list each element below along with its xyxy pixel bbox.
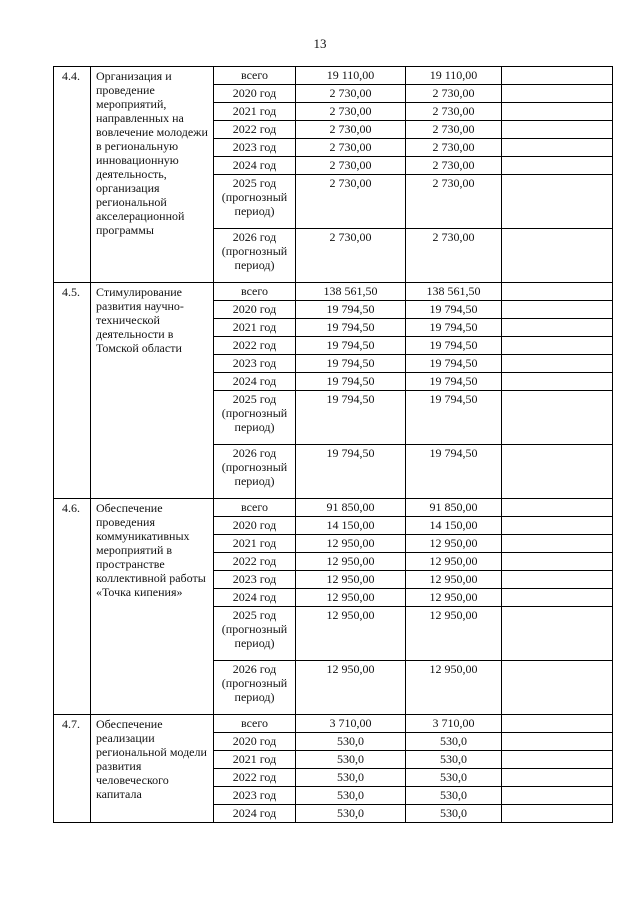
value-cell: 2 730,00 (406, 175, 502, 229)
empty-cell (502, 373, 613, 391)
empty-cell (502, 103, 613, 121)
empty-cell (502, 391, 613, 445)
year-cell: 2020 год (214, 301, 296, 319)
empty-cell (502, 571, 613, 589)
year-cell: 2021 год (214, 103, 296, 121)
empty-cell (502, 319, 613, 337)
value-cell: 530,0 (296, 733, 406, 751)
year-cell: 2022 год (214, 553, 296, 571)
table-row (54, 283, 613, 301)
value-cell: 19 794,50 (406, 337, 502, 355)
year-cell: 2026 год (прогнозный период) (214, 661, 296, 715)
value-cell: 138 561,50 (406, 283, 502, 301)
value-cell: 12 950,00 (296, 607, 406, 661)
value-cell: 530,0 (406, 769, 502, 787)
value-cell: 12 950,00 (406, 553, 502, 571)
empty-cell (502, 283, 613, 301)
year-cell: 2025 год (прогнозный период) (214, 607, 296, 661)
value-cell: 530,0 (296, 769, 406, 787)
value-cell: 12 950,00 (406, 661, 502, 715)
year-cell: 2022 год (214, 769, 296, 787)
value-cell: 19 794,50 (296, 301, 406, 319)
item-number: 4.5. (54, 283, 91, 499)
empty-cell (502, 805, 613, 823)
budget-table (53, 66, 613, 823)
empty-cell (502, 535, 613, 553)
value-cell: 12 950,00 (296, 535, 406, 553)
value-cell: 530,0 (406, 751, 502, 769)
item-name: Обеспечение реализации региональной модели развития человеческого капитала (91, 715, 214, 823)
value-cell: 3 710,00 (406, 715, 502, 733)
year-cell: 2020 год (214, 733, 296, 751)
empty-cell (502, 67, 613, 85)
year-cell: 2021 год (214, 535, 296, 553)
year-cell: 2022 год (214, 337, 296, 355)
value-cell: 19 794,50 (296, 337, 406, 355)
empty-cell (502, 445, 613, 499)
value-cell: 12 950,00 (296, 571, 406, 589)
value-cell: 19 794,50 (296, 391, 406, 445)
value-cell: 19 794,50 (296, 445, 406, 499)
value-cell: 2 730,00 (296, 157, 406, 175)
value-cell: 12 950,00 (406, 589, 502, 607)
table-body (54, 67, 613, 823)
value-cell: 19 110,00 (296, 67, 406, 85)
value-cell: 2 730,00 (296, 121, 406, 139)
value-cell: 530,0 (296, 751, 406, 769)
value-cell: 19 794,50 (406, 373, 502, 391)
value-cell: 12 950,00 (406, 535, 502, 553)
year-cell: 2023 год (214, 787, 296, 805)
empty-cell (502, 787, 613, 805)
value-cell: 2 730,00 (296, 103, 406, 121)
year-cell: всего (214, 283, 296, 301)
empty-cell (502, 121, 613, 139)
table-row (54, 499, 613, 517)
empty-cell (502, 553, 613, 571)
year-cell: всего (214, 499, 296, 517)
value-cell: 19 794,50 (406, 301, 502, 319)
value-cell: 12 950,00 (406, 571, 502, 589)
item-number: 4.7. (54, 715, 91, 823)
item-number: 4.4. (54, 67, 91, 283)
value-cell: 12 950,00 (296, 661, 406, 715)
year-cell: 2024 год (214, 373, 296, 391)
empty-cell (502, 661, 613, 715)
value-cell: 12 950,00 (296, 553, 406, 571)
value-cell: 530,0 (296, 805, 406, 823)
value-cell: 2 730,00 (406, 229, 502, 283)
value-cell: 19 794,50 (296, 373, 406, 391)
value-cell: 2 730,00 (296, 175, 406, 229)
value-cell: 530,0 (296, 787, 406, 805)
value-cell: 3 710,00 (296, 715, 406, 733)
empty-cell (502, 517, 613, 535)
empty-cell (502, 733, 613, 751)
empty-cell (502, 301, 613, 319)
value-cell: 530,0 (406, 787, 502, 805)
value-cell: 19 110,00 (406, 67, 502, 85)
value-cell: 12 950,00 (406, 607, 502, 661)
value-cell: 91 850,00 (406, 499, 502, 517)
value-cell: 138 561,50 (296, 283, 406, 301)
value-cell: 2 730,00 (296, 85, 406, 103)
item-number: 4.6. (54, 499, 91, 715)
year-cell: 2026 год (прогнозный период) (214, 445, 296, 499)
value-cell: 12 950,00 (296, 589, 406, 607)
empty-cell (502, 229, 613, 283)
empty-cell (502, 751, 613, 769)
item-name: Стимулирование развития научно-технической деятельности в Томской области (91, 283, 214, 499)
year-cell: 2020 год (214, 517, 296, 535)
year-cell: всего (214, 715, 296, 733)
item-name: Организация и проведение мероприятий, направленных на вовлечение молодежи в региональную инновационную деятельность, организация региональной акселерационной программы (91, 67, 214, 283)
empty-cell (502, 715, 613, 733)
year-cell: 2022 год (214, 121, 296, 139)
value-cell: 2 730,00 (406, 103, 502, 121)
year-cell: 2020 год (214, 85, 296, 103)
item-name: Обеспечение проведения коммуникативных мероприятий в пространстве коллективной работы «Точка кипения» (91, 499, 214, 715)
page-number: 13 (313, 36, 327, 51)
empty-cell (502, 139, 613, 157)
value-cell: 2 730,00 (406, 85, 502, 103)
value-cell: 530,0 (406, 733, 502, 751)
year-cell: 2024 год (214, 805, 296, 823)
value-cell: 2 730,00 (296, 139, 406, 157)
value-cell: 19 794,50 (406, 445, 502, 499)
empty-cell (502, 337, 613, 355)
year-cell: 2026 год (прогнозный период) (214, 229, 296, 283)
value-cell: 19 794,50 (296, 319, 406, 337)
table-row (54, 715, 613, 733)
empty-cell (502, 157, 613, 175)
year-cell: 2025 год (прогнозный период) (214, 391, 296, 445)
value-cell: 19 794,50 (406, 319, 502, 337)
table-row (54, 67, 613, 85)
value-cell: 14 150,00 (296, 517, 406, 535)
empty-cell (502, 589, 613, 607)
year-cell: 2023 год (214, 571, 296, 589)
value-cell: 14 150,00 (406, 517, 502, 535)
value-cell: 19 794,50 (406, 355, 502, 373)
year-cell: 2025 год (прогнозный период) (214, 175, 296, 229)
year-cell: 2024 год (214, 157, 296, 175)
value-cell: 530,0 (406, 805, 502, 823)
empty-cell (502, 769, 613, 787)
value-cell: 2 730,00 (406, 139, 502, 157)
empty-cell (502, 607, 613, 661)
year-cell: 2023 год (214, 355, 296, 373)
year-cell: 2024 год (214, 589, 296, 607)
value-cell: 19 794,50 (296, 355, 406, 373)
year-cell: 2021 год (214, 751, 296, 769)
year-cell: 2021 год (214, 319, 296, 337)
value-cell: 2 730,00 (406, 121, 502, 139)
value-cell: 19 794,50 (406, 391, 502, 445)
year-cell: всего (214, 67, 296, 85)
year-cell: 2023 год (214, 139, 296, 157)
value-cell: 2 730,00 (406, 157, 502, 175)
empty-cell (502, 355, 613, 373)
empty-cell (502, 499, 613, 517)
value-cell: 2 730,00 (296, 229, 406, 283)
empty-cell (502, 175, 613, 229)
empty-cell (502, 85, 613, 103)
value-cell: 91 850,00 (296, 499, 406, 517)
